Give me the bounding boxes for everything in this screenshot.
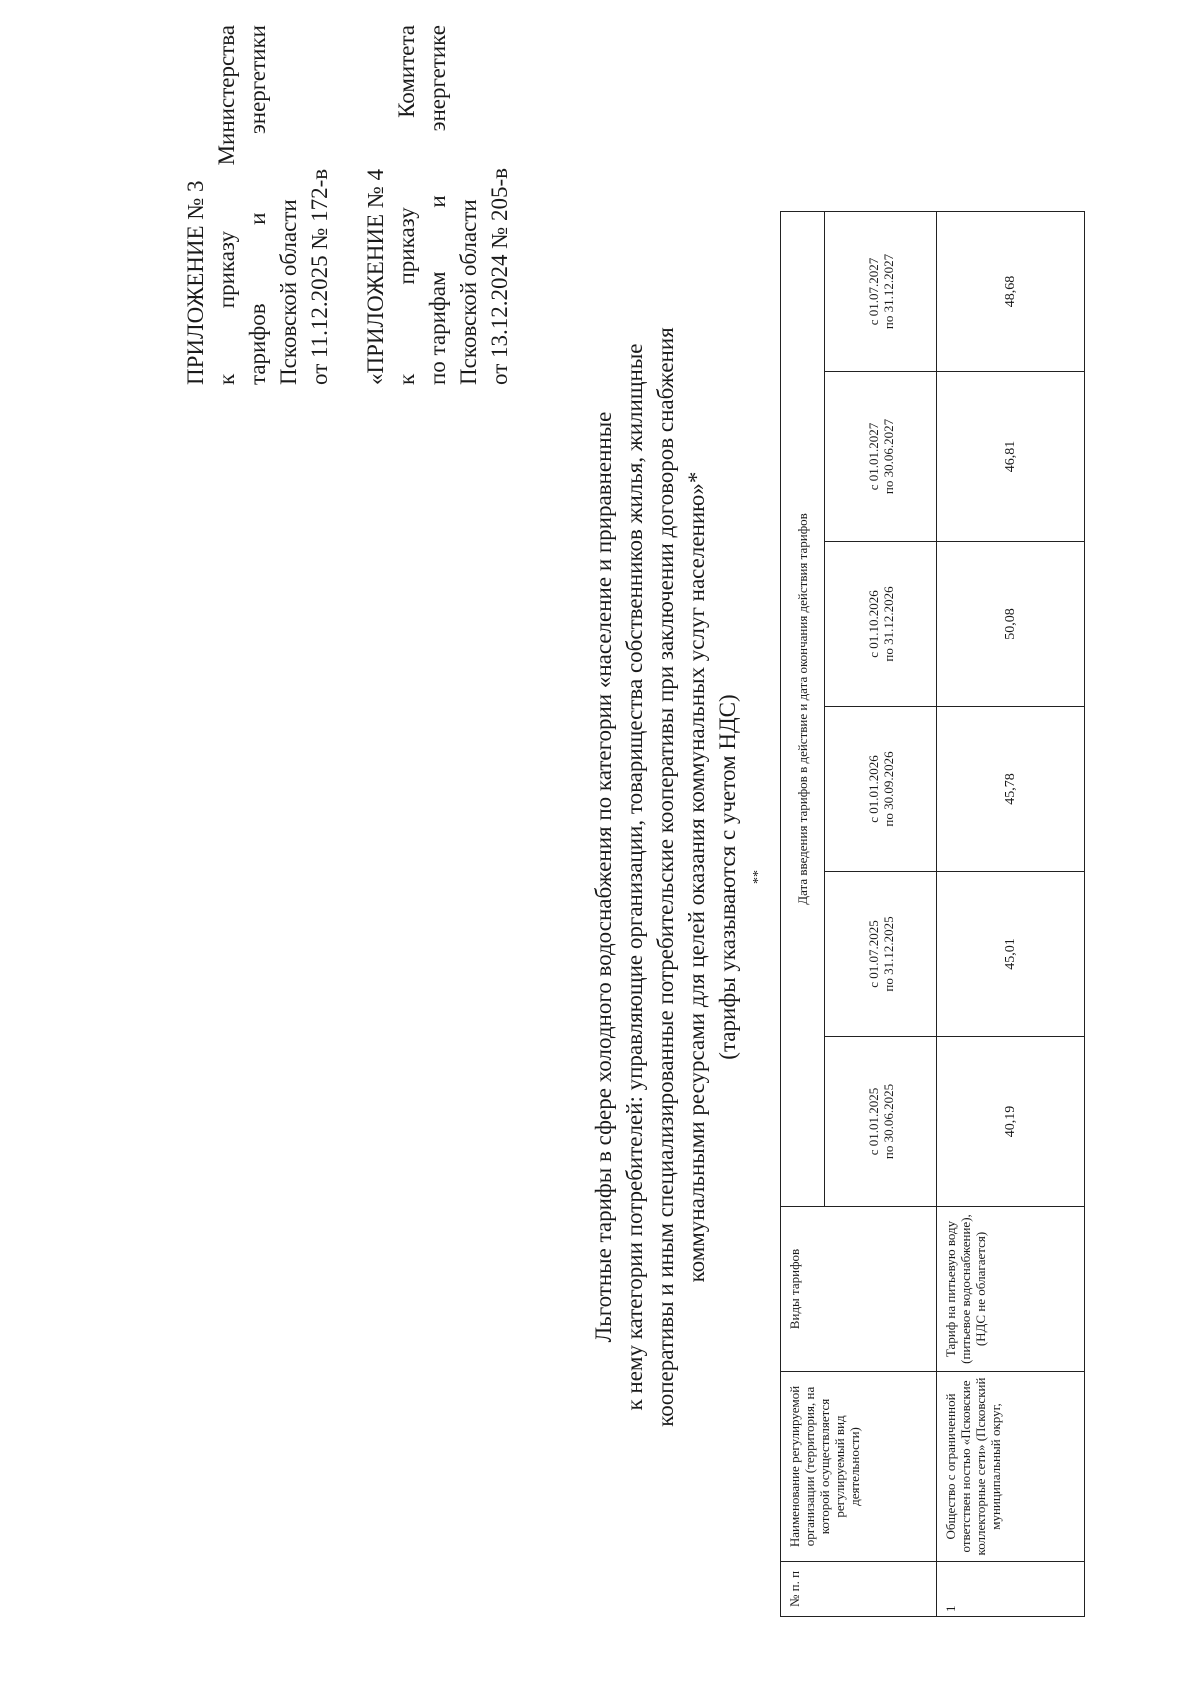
tariff-table — [780, 211, 1085, 1617]
appendix-new-line4: от 11.12.2025 № 172-в — [307, 168, 332, 385]
row-value-4: 50,08 — [937, 542, 1085, 707]
title-line-5: (тарифы указываются с учетом НДС) ** — [715, 694, 766, 1060]
title-footnote-mark: ** — [751, 870, 766, 884]
appendix-old-line1: к приказу Комитета — [394, 25, 419, 385]
table-header-row — [781, 212, 825, 1617]
table-row — [937, 212, 1085, 1617]
title-line-2: к нему категории потребителей: управляющие организации, товарищества собственников жилья, жилищные — [622, 343, 647, 1411]
row-num: 1 — [937, 1562, 1085, 1617]
appendix-new-line1: к приказу Министерства — [214, 25, 239, 385]
row-value-2: 45,01 — [937, 872, 1085, 1037]
row-org: Общество с ограниченной ответствен ностью «Псковские коллекторные сети» (Псковский муниципальный округ, — [937, 1372, 1085, 1562]
period-5: с 01.01.2027 по 30.06.2027 — [825, 372, 937, 542]
row-value-6: 48,68 — [937, 212, 1085, 372]
header-org: Наименование регулируемой организации (территория, на которой осуществляется регулируемый вид деятельности) — [781, 1372, 937, 1562]
period-6: с 01.07.2027 по 31.12.2027 — [825, 212, 937, 372]
row-value-3: 45,78 — [937, 707, 1085, 872]
row-value-1: 40,19 — [937, 1037, 1085, 1207]
title-line-3: кооперативы и иным специализированные потребительские кооперативы при заключении договоров снабжения — [653, 327, 678, 1427]
appendix-new-line2: тарифов и энергетики — [245, 25, 270, 385]
row-value-5: 46,81 — [937, 372, 1085, 542]
title-line-1: Льготные тарифы в сфере холодного водоснабжения по категории «население и приравненные — [591, 411, 616, 1343]
header-num: № п. п — [781, 1562, 937, 1617]
appendix-new-title: ПРИЛОЖЕНИЕ № 3 — [183, 180, 208, 385]
row-type: Тариф на питьевую воду (питьевое водоснабжение), (НДС не облагается) — [937, 1207, 1085, 1372]
appendix-old-line4: от 13.12.2024 № 205-в — [487, 168, 512, 385]
period-3: с 01.01.2026 по 30.09.2026 — [825, 707, 937, 872]
period-1: с 01.01.2025 по 30.06.2025 — [825, 1037, 937, 1207]
appendix-old-block — [360, 25, 515, 385]
header-dates: Дата введения тарифов в действие и дата окончания действия тарифов — [781, 212, 825, 1207]
appendix-old-line3: Псковской области — [456, 199, 481, 385]
header-type: Виды тарифов — [781, 1207, 937, 1372]
appendix-new-block — [180, 25, 335, 385]
period-4: с 01.10.2026 по 31.12.2026 — [825, 542, 937, 707]
title-line-4: коммунальными ресурсами для целей оказания коммунальных услуг населению»* — [684, 471, 709, 1283]
appendix-new-line3: Псковской области — [276, 199, 301, 385]
period-2: с 01.07.2025 по 31.12.2025 — [825, 872, 937, 1037]
document-title — [588, 207, 779, 1547]
appendix-old-line2: по тарифам и энергетике — [425, 25, 450, 385]
appendix-old-title: «ПРИЛОЖЕНИЕ № 4 — [363, 168, 388, 385]
